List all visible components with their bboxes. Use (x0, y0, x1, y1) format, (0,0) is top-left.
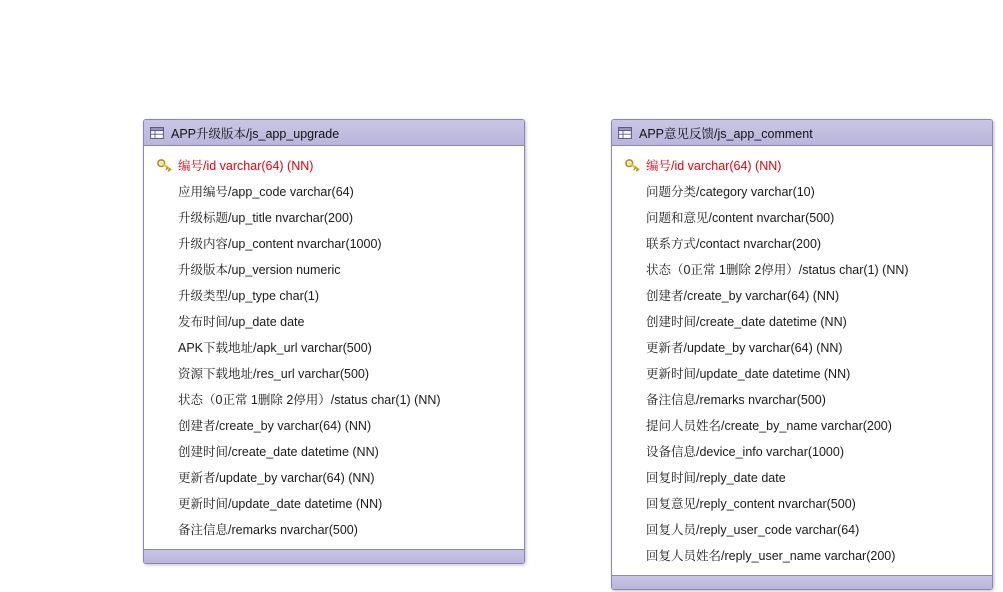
attribute-label: 问题分类/category varchar(10) (646, 185, 815, 199)
attribute-row[interactable] (612, 412, 992, 438)
attribute-label: 资源下载地址/res_url varchar(500) (178, 367, 370, 381)
attribute-row[interactable] (144, 464, 524, 490)
attribute-label: 创建者/create_by varchar(64) (NN) (178, 419, 372, 433)
attribute-label: 回复时间/reply_date date (646, 471, 786, 485)
attribute-label: 状态（0正常 1删除 2停用）/status char(1) (NN) (646, 263, 909, 277)
attribute-row[interactable] (144, 178, 524, 204)
primary-key-icon (152, 158, 178, 172)
attribute-label: 升级标题/up_title nvarchar(200) (178, 211, 354, 225)
attribute-row[interactable] (144, 256, 524, 282)
attribute-row[interactable] (144, 516, 524, 542)
attribute-label: 状态（0正常 1删除 2停用）/status char(1) (NN) (178, 393, 441, 407)
attribute-row[interactable] (612, 334, 992, 360)
attribute-row[interactable] (144, 386, 524, 412)
attribute-row[interactable] (144, 308, 524, 334)
attribute-row[interactable] (612, 178, 992, 204)
attribute-row[interactable] (144, 412, 524, 438)
entity-title: APP意见反馈/js_app_comment (639, 126, 813, 141)
attribute-row[interactable] (612, 360, 992, 386)
attribute-label: 升级版本/up_version numeric (178, 263, 341, 277)
attribute-row[interactable] (612, 490, 992, 516)
attribute-row[interactable] (612, 516, 992, 542)
attribute-label: 回复人员姓名/reply_user_name varchar(200) (646, 549, 896, 563)
entity-footer (144, 549, 524, 563)
attribute-label: 更新时间/update_date datetime (NN) (646, 367, 851, 381)
attribute-label: 联系方式/contact nvarchar(200) (646, 237, 822, 251)
attribute-row[interactable] (612, 152, 992, 178)
attribute-row[interactable] (612, 230, 992, 256)
attribute-label: 创建时间/create_date datetime (NN) (646, 315, 847, 329)
attribute-label: 问题和意见/content nvarchar(500) (646, 211, 835, 225)
attribute-label: 编号/id varchar(64) (NN) (646, 159, 782, 173)
attribute-label: 回复人员/reply_user_code varchar(64) (646, 523, 860, 537)
attribute-label: 更新者/update_by varchar(64) (NN) (178, 471, 375, 485)
entity-header[interactable] (144, 120, 524, 146)
entity-title: APP升级版本/js_app_upgrade (171, 126, 340, 141)
attribute-row[interactable] (144, 438, 524, 464)
attribute-row[interactable] (612, 386, 992, 412)
attribute-label: 发布时间/up_date date (178, 315, 305, 329)
entity-js-app-comment[interactable] (611, 119, 993, 590)
attribute-label: 回复意见/reply_content nvarchar(500) (646, 497, 856, 511)
attribute-label: 备注信息/remarks nvarchar(500) (646, 393, 826, 407)
attribute-label: 备注信息/remarks nvarchar(500) (178, 523, 358, 537)
attribute-row[interactable] (144, 230, 524, 256)
table-icon (618, 127, 639, 139)
attribute-label: 提问人员姓名/create_by_name varchar(200) (646, 419, 892, 433)
attribute-row[interactable] (612, 256, 992, 282)
attribute-row[interactable] (612, 438, 992, 464)
attribute-row[interactable] (144, 360, 524, 386)
attribute-row[interactable] (144, 490, 524, 516)
attribute-label: 更新时间/update_date datetime (NN) (178, 497, 383, 511)
attribute-row[interactable] (144, 204, 524, 230)
entity-attribute-list (144, 146, 524, 549)
attribute-label: 应用编号/app_code varchar(64) (178, 185, 354, 199)
attribute-row[interactable] (144, 152, 524, 178)
attribute-row[interactable] (144, 334, 524, 360)
table-icon (150, 127, 171, 139)
primary-key-icon (620, 158, 646, 172)
attribute-row[interactable] (612, 308, 992, 334)
attribute-label: 创建时间/create_date datetime (NN) (178, 445, 379, 459)
attribute-label: 升级类型/up_type char(1) (178, 289, 320, 303)
entity-header[interactable] (612, 120, 992, 146)
attribute-row[interactable] (144, 282, 524, 308)
attribute-row[interactable] (612, 204, 992, 230)
entity-js-app-upgrade[interactable] (143, 119, 525, 564)
attribute-label: 编号/id varchar(64) (NN) (178, 159, 314, 173)
attribute-row[interactable] (612, 464, 992, 490)
attribute-row[interactable] (612, 282, 992, 308)
attribute-label: 更新者/update_by varchar(64) (NN) (646, 341, 843, 355)
attribute-label: 设备信息/device_info varchar(1000) (646, 445, 844, 459)
entity-attribute-list (612, 146, 992, 575)
attribute-label: 创建者/create_by varchar(64) (NN) (646, 289, 840, 303)
attribute-label: 升级内容/up_content nvarchar(1000) (178, 237, 382, 251)
attribute-label: APK下载地址/apk_url varchar(500) (178, 341, 372, 355)
attribute-row[interactable] (612, 542, 992, 568)
entity-footer (612, 575, 992, 589)
